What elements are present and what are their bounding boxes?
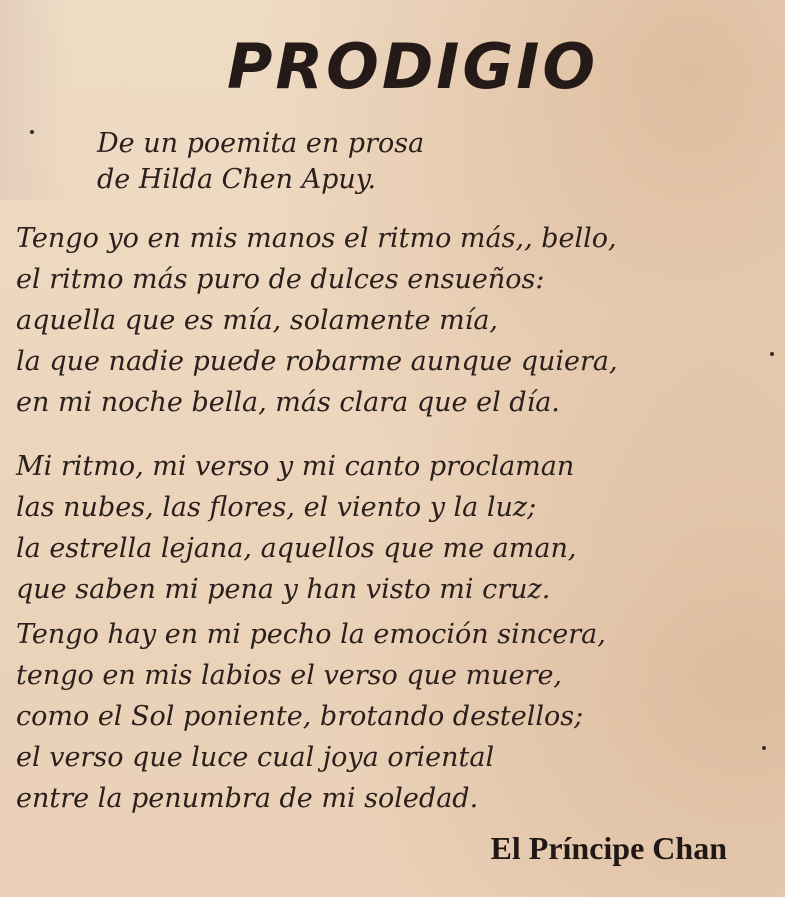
verse-line: la estrella lejana, aquellos que me aman,	[16, 533, 577, 564]
poem-subtitle	[97, 126, 424, 198]
verse-line: Tengo yo en mis manos el ritmo más,, bello,	[16, 223, 617, 254]
subtitle-line: De un poemita en prosa	[97, 128, 425, 159]
ink-speck	[762, 746, 766, 750]
verse-line: como el Sol poniente, brotando destellos;	[16, 701, 584, 732]
author-signature: El Príncipe Chan	[490, 830, 727, 866]
stanza-1	[16, 218, 776, 423]
verse-line: la que nadie puede robarme aunque quiera,	[16, 346, 618, 377]
ink-speck	[770, 352, 774, 356]
verse-line: el ritmo más puro de dulces ensueños:	[16, 264, 545, 295]
verse-line: aquella que es mía, solamente mía,	[16, 305, 498, 336]
verse-line: que saben mi pena y han visto mi cruz.	[16, 574, 551, 605]
verse-line: en mi noche bella, más clara que el día.	[16, 387, 560, 418]
stanza-2	[16, 446, 776, 610]
verse-line: Mi ritmo, mi verso y mi canto proclaman	[16, 451, 575, 482]
poem-title: PRODIGIO	[226, 30, 599, 103]
subtitle-line: de Hilda Chen Apuy.	[97, 164, 377, 195]
stanza-3	[16, 614, 776, 819]
verse-line: las nubes, las flores, el viento y la luz;	[16, 492, 537, 523]
verse-line: entre la penumbra de mi soledad.	[16, 783, 479, 814]
verse-line: tengo en mis labios el verso que muere,	[16, 660, 563, 691]
ink-speck	[30, 130, 34, 134]
verse-line: el verso que luce cual joya oriental	[16, 742, 495, 773]
verse-line: Tengo hay en mi pecho la emoción sincera,	[16, 619, 606, 650]
